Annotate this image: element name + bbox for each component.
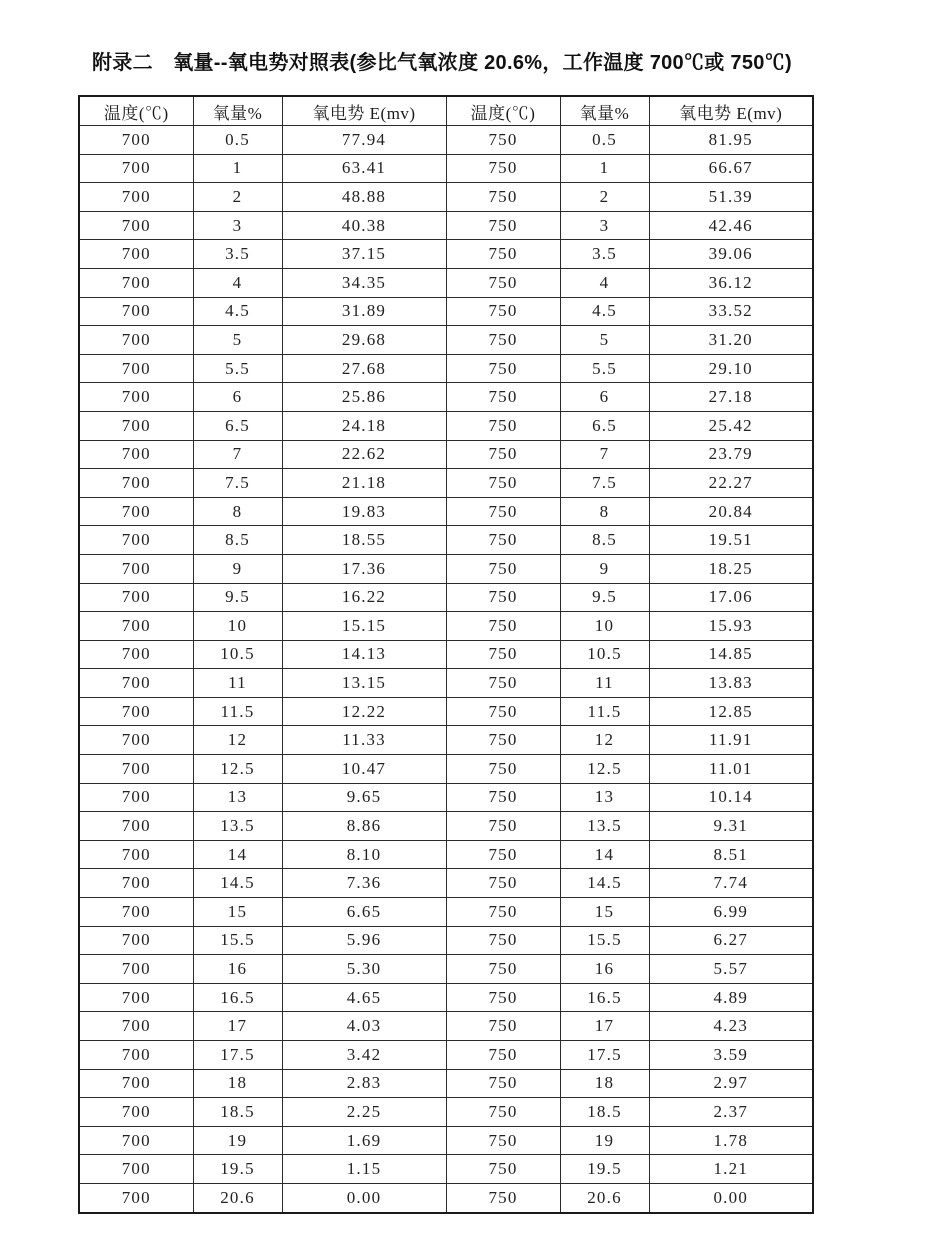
table-row	[79, 469, 813, 498]
table-cell: 13.5	[193, 812, 282, 841]
table-cell: 700	[79, 411, 193, 440]
table-cell: 7	[193, 440, 282, 469]
table-row	[79, 383, 813, 412]
table-cell: 700	[79, 1155, 193, 1184]
table-cell: 66.67	[649, 154, 813, 183]
table-cell: 17.06	[649, 583, 813, 612]
table-row	[79, 297, 813, 326]
table-cell: 7.5	[193, 469, 282, 498]
table-row	[79, 1012, 813, 1041]
table-cell: 10	[560, 612, 649, 641]
table-cell: 5.57	[649, 955, 813, 984]
table-cell: 700	[79, 469, 193, 498]
table-cell: 37.15	[282, 240, 446, 269]
table-cell: 36.12	[649, 268, 813, 297]
table-cell: 750	[446, 497, 560, 526]
table-row	[79, 726, 813, 755]
table-cell: 14	[193, 840, 282, 869]
table-cell: 13.5	[560, 812, 649, 841]
table-cell: 700	[79, 1183, 193, 1212]
table-cell: 700	[79, 383, 193, 412]
table-cell: 2	[193, 183, 282, 212]
table-row	[79, 1183, 813, 1212]
table-cell: 17	[560, 1012, 649, 1041]
table-cell: 17	[193, 1012, 282, 1041]
table-cell: 700	[79, 1126, 193, 1155]
table-row	[79, 240, 813, 269]
table-cell: 8.86	[282, 812, 446, 841]
table-cell: 750	[446, 669, 560, 698]
table-cell: 4.5	[560, 297, 649, 326]
table-cell: 16.22	[282, 583, 446, 612]
table-row	[79, 640, 813, 669]
table-cell: 750	[446, 1126, 560, 1155]
table-row	[79, 411, 813, 440]
column-header-potential-left: 氧电势 E(mv)	[282, 96, 446, 126]
table-cell: 20.84	[649, 497, 813, 526]
table-cell: 17.5	[193, 1041, 282, 1070]
table-cell: 8	[193, 497, 282, 526]
table-cell: 700	[79, 640, 193, 669]
table-cell: 750	[446, 583, 560, 612]
table-cell: 18.25	[649, 554, 813, 583]
table-cell: 750	[446, 1069, 560, 1098]
table-cell: 10.47	[282, 755, 446, 784]
table-row	[79, 1041, 813, 1070]
table-row	[79, 1126, 813, 1155]
table-cell: 700	[79, 812, 193, 841]
table-cell: 27.18	[649, 383, 813, 412]
table-cell: 750	[446, 297, 560, 326]
table-cell: 9	[193, 554, 282, 583]
table-row	[79, 983, 813, 1012]
table-cell: 14.13	[282, 640, 446, 669]
table-cell: 750	[446, 783, 560, 812]
table-cell: 700	[79, 783, 193, 812]
table-cell: 1	[193, 154, 282, 183]
table-row	[79, 183, 813, 212]
table-cell: 5	[193, 326, 282, 355]
table-cell: 9.65	[282, 783, 446, 812]
table-row	[79, 526, 813, 555]
table-cell: 750	[446, 526, 560, 555]
table-cell: 16	[560, 955, 649, 984]
table-row	[79, 898, 813, 927]
table-cell: 6.27	[649, 926, 813, 955]
table-cell: 2	[560, 183, 649, 212]
table-row	[79, 326, 813, 355]
table-cell: 16.5	[560, 983, 649, 1012]
table-cell: 750	[446, 154, 560, 183]
table-cell: 3.5	[193, 240, 282, 269]
table-cell: 700	[79, 440, 193, 469]
table-cell: 13.83	[649, 669, 813, 698]
table-cell: 20.6	[193, 1183, 282, 1212]
table-cell: 700	[79, 983, 193, 1012]
table-cell: 13	[560, 783, 649, 812]
table-cell: 750	[446, 812, 560, 841]
table-cell: 9.5	[193, 583, 282, 612]
table-cell: 4	[560, 268, 649, 297]
table-cell: 700	[79, 840, 193, 869]
table-cell: 700	[79, 326, 193, 355]
table-cell: 750	[446, 1098, 560, 1127]
table-cell: 18	[193, 1069, 282, 1098]
table-cell: 34.35	[282, 268, 446, 297]
table-cell: 29.10	[649, 354, 813, 383]
table-cell: 6	[560, 383, 649, 412]
table-cell: 19	[193, 1126, 282, 1155]
table-row	[79, 1069, 813, 1098]
table-cell: 51.39	[649, 183, 813, 212]
table-cell: 22.62	[282, 440, 446, 469]
table-cell: 3.5	[560, 240, 649, 269]
table-cell: 4.89	[649, 983, 813, 1012]
table-cell: 7.5	[560, 469, 649, 498]
table-cell: 700	[79, 1069, 193, 1098]
table-cell: 31.89	[282, 297, 446, 326]
table-row	[79, 669, 813, 698]
table-cell: 750	[446, 268, 560, 297]
table-cell: 12.85	[649, 697, 813, 726]
table-cell: 700	[79, 1041, 193, 1070]
table-cell: 750	[446, 955, 560, 984]
table-cell: 19.83	[282, 497, 446, 526]
table-cell: 4.23	[649, 1012, 813, 1041]
table-cell: 3	[193, 211, 282, 240]
table-cell: 750	[446, 469, 560, 498]
table-row	[79, 354, 813, 383]
table-cell: 700	[79, 697, 193, 726]
table-cell: 700	[79, 726, 193, 755]
table-cell: 750	[446, 898, 560, 927]
table-cell: 750	[446, 926, 560, 955]
table-cell: 2.37	[649, 1098, 813, 1127]
table-cell: 700	[79, 268, 193, 297]
table-cell: 19	[560, 1126, 649, 1155]
table-row	[79, 612, 813, 641]
table-cell: 750	[446, 554, 560, 583]
table-cell: 39.06	[649, 240, 813, 269]
table-cell: 3	[560, 211, 649, 240]
column-header-temperature-right: 温度(℃)	[446, 96, 560, 126]
table-cell: 700	[79, 955, 193, 984]
table-body	[79, 126, 813, 1213]
column-header-oxygen-right: 氧量%	[560, 96, 649, 126]
table-cell: 7.36	[282, 869, 446, 898]
table-cell: 11	[193, 669, 282, 698]
table-cell: 12.5	[193, 755, 282, 784]
table-cell: 10	[193, 612, 282, 641]
table-cell: 700	[79, 154, 193, 183]
table-cell: 20.6	[560, 1183, 649, 1212]
table-cell: 3.42	[282, 1041, 446, 1070]
table-cell: 17.36	[282, 554, 446, 583]
table-cell: 750	[446, 354, 560, 383]
table-cell: 700	[79, 183, 193, 212]
column-header-oxygen-left: 氧量%	[193, 96, 282, 126]
table-cell: 48.88	[282, 183, 446, 212]
table-cell: 4.5	[193, 297, 282, 326]
table-cell: 16	[193, 955, 282, 984]
table-cell: 750	[446, 983, 560, 1012]
table-row	[79, 1098, 813, 1127]
table-row	[79, 554, 813, 583]
table-cell: 750	[446, 440, 560, 469]
table-cell: 14.85	[649, 640, 813, 669]
table-row	[79, 697, 813, 726]
table-cell: 15.15	[282, 612, 446, 641]
table-cell: 1	[560, 154, 649, 183]
table-cell: 750	[446, 755, 560, 784]
table-cell: 14.5	[560, 869, 649, 898]
table-row	[79, 755, 813, 784]
table-cell: 15	[560, 898, 649, 927]
table-cell: 6.65	[282, 898, 446, 927]
table-row	[79, 869, 813, 898]
table-row	[79, 497, 813, 526]
table-row	[79, 440, 813, 469]
table-cell: 9.31	[649, 812, 813, 841]
table-cell: 81.95	[649, 126, 813, 155]
table-cell: 700	[79, 497, 193, 526]
table-cell: 750	[446, 726, 560, 755]
table-cell: 0.00	[282, 1183, 446, 1212]
table-cell: 33.52	[649, 297, 813, 326]
table-cell: 7	[560, 440, 649, 469]
table-cell: 700	[79, 669, 193, 698]
table-cell: 750	[446, 411, 560, 440]
table-cell: 24.18	[282, 411, 446, 440]
table-cell: 13	[193, 783, 282, 812]
table-row	[79, 955, 813, 984]
table-cell: 6.99	[649, 898, 813, 927]
table-cell: 31.20	[649, 326, 813, 355]
table-cell: 21.18	[282, 469, 446, 498]
table-row	[79, 1155, 813, 1184]
table-cell: 0.5	[560, 126, 649, 155]
table-cell: 700	[79, 898, 193, 927]
table-cell: 12.22	[282, 697, 446, 726]
table-cell: 12	[560, 726, 649, 755]
table-cell: 25.86	[282, 383, 446, 412]
table-cell: 700	[79, 297, 193, 326]
table-cell: 11.91	[649, 726, 813, 755]
table-cell: 3.59	[649, 1041, 813, 1070]
table-cell: 42.46	[649, 211, 813, 240]
table-cell: 750	[446, 1012, 560, 1041]
table-cell: 6.5	[560, 411, 649, 440]
table-cell: 27.68	[282, 354, 446, 383]
table-cell: 1.15	[282, 1155, 446, 1184]
table-cell: 1.78	[649, 1126, 813, 1155]
table-cell: 40.38	[282, 211, 446, 240]
table-cell: 8.51	[649, 840, 813, 869]
table-cell: 9	[560, 554, 649, 583]
table-cell: 4.65	[282, 983, 446, 1012]
page-title: 附录二 氧量--氧电势对照表(参比气氧浓度 20.6%，工作温度 700℃或 750℃)	[92, 52, 792, 74]
table-cell: 700	[79, 755, 193, 784]
table-cell: 0.00	[649, 1183, 813, 1212]
table-cell: 7.74	[649, 869, 813, 898]
table-cell: 8.5	[560, 526, 649, 555]
table-cell: 700	[79, 354, 193, 383]
table-cell: 1.69	[282, 1126, 446, 1155]
table-cell: 23.79	[649, 440, 813, 469]
table-cell: 750	[446, 697, 560, 726]
table-cell: 16.5	[193, 983, 282, 1012]
table-cell: 5.5	[560, 354, 649, 383]
table-cell: 15.5	[560, 926, 649, 955]
table-cell: 10.14	[649, 783, 813, 812]
table-cell: 17.5	[560, 1041, 649, 1070]
table-cell: 19.5	[193, 1155, 282, 1184]
table-cell: 750	[446, 1041, 560, 1070]
table-cell: 700	[79, 554, 193, 583]
table-cell: 18.55	[282, 526, 446, 555]
table-cell: 11.5	[560, 697, 649, 726]
table-cell: 750	[446, 126, 560, 155]
table-row	[79, 840, 813, 869]
table-cell: 19.51	[649, 526, 813, 555]
table-cell: 750	[446, 640, 560, 669]
table-cell: 700	[79, 583, 193, 612]
table-cell: 700	[79, 1098, 193, 1127]
table-cell: 11	[560, 669, 649, 698]
table-cell: 700	[79, 612, 193, 641]
table-cell: 63.41	[282, 154, 446, 183]
column-header-potential-right: 氧电势 E(mv)	[649, 96, 813, 126]
table-cell: 10.5	[193, 640, 282, 669]
table-cell: 700	[79, 211, 193, 240]
table-row	[79, 268, 813, 297]
table-cell: 11.01	[649, 755, 813, 784]
table-cell: 19.5	[560, 1155, 649, 1184]
table-cell: 700	[79, 526, 193, 555]
table-cell: 2.83	[282, 1069, 446, 1098]
table-cell: 8.5	[193, 526, 282, 555]
table-cell: 12.5	[560, 755, 649, 784]
table-row	[79, 783, 813, 812]
table-cell: 15.5	[193, 926, 282, 955]
table-cell: 700	[79, 240, 193, 269]
table-cell: 750	[446, 869, 560, 898]
table-cell: 700	[79, 869, 193, 898]
table-cell: 22.27	[649, 469, 813, 498]
table-cell: 700	[79, 926, 193, 955]
table-cell: 750	[446, 183, 560, 212]
table-cell: 750	[446, 326, 560, 355]
table-cell: 12	[193, 726, 282, 755]
table-cell: 2.25	[282, 1098, 446, 1127]
table-cell: 5	[560, 326, 649, 355]
table-cell: 8	[560, 497, 649, 526]
table-cell: 4.03	[282, 1012, 446, 1041]
oxygen-potential-table	[78, 95, 814, 1214]
table-cell: 18	[560, 1069, 649, 1098]
table-cell: 5.30	[282, 955, 446, 984]
table-cell: 4	[193, 268, 282, 297]
table-cell: 8.10	[282, 840, 446, 869]
table-cell: 25.42	[649, 411, 813, 440]
table-header-row	[79, 96, 813, 126]
table-cell: 14.5	[193, 869, 282, 898]
table-cell: 750	[446, 240, 560, 269]
table-cell: 6	[193, 383, 282, 412]
table-cell: 18.5	[560, 1098, 649, 1127]
table-row	[79, 812, 813, 841]
table-cell: 29.68	[282, 326, 446, 355]
table-cell: 9.5	[560, 583, 649, 612]
table-cell: 18.5	[193, 1098, 282, 1127]
table-cell: 750	[446, 1183, 560, 1212]
table-cell: 14	[560, 840, 649, 869]
table-cell: 5.5	[193, 354, 282, 383]
table-cell: 750	[446, 840, 560, 869]
table-row	[79, 154, 813, 183]
table-cell: 750	[446, 1155, 560, 1184]
table-cell: 750	[446, 612, 560, 641]
table-cell: 15	[193, 898, 282, 927]
table-row	[79, 926, 813, 955]
table-cell: 11.5	[193, 697, 282, 726]
table-cell: 5.96	[282, 926, 446, 955]
table-cell: 700	[79, 126, 193, 155]
table-cell: 15.93	[649, 612, 813, 641]
table-cell: 750	[446, 211, 560, 240]
table-cell: 0.5	[193, 126, 282, 155]
table-cell: 77.94	[282, 126, 446, 155]
table-cell: 11.33	[282, 726, 446, 755]
table-cell: 13.15	[282, 669, 446, 698]
table-cell: 6.5	[193, 411, 282, 440]
table-row	[79, 211, 813, 240]
table-row	[79, 583, 813, 612]
table-cell: 2.97	[649, 1069, 813, 1098]
table-cell: 1.21	[649, 1155, 813, 1184]
table-cell: 700	[79, 1012, 193, 1041]
column-header-temperature-left: 温度(℃)	[79, 96, 193, 126]
table-cell: 10.5	[560, 640, 649, 669]
table-row	[79, 126, 813, 155]
table-cell: 750	[446, 383, 560, 412]
